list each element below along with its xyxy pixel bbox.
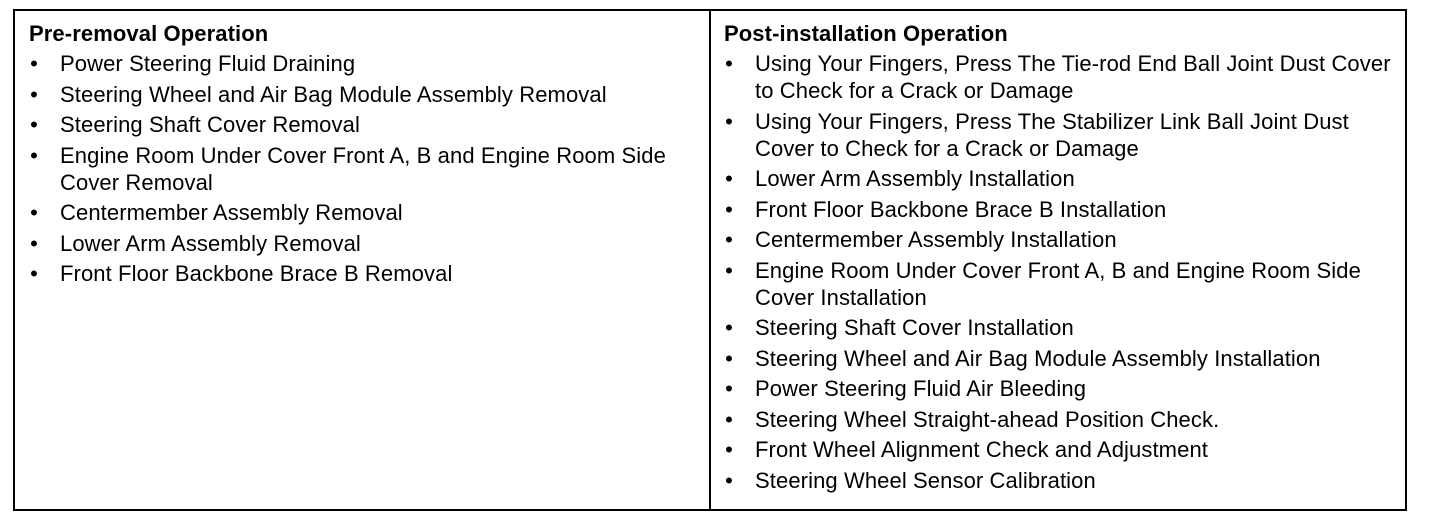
list-item (724, 165, 1397, 192)
bullet-icon: • (725, 467, 733, 493)
bullet-icon: • (725, 406, 733, 432)
list-item (724, 226, 1397, 253)
list-item-text: Front Floor Backbone Brace B Installation (755, 196, 1167, 222)
bullet-icon: • (725, 315, 733, 340)
bullet-icon: • (725, 227, 733, 252)
list-item (29, 199, 701, 226)
bullet-icon: • (30, 142, 38, 168)
bullet-icon: • (725, 166, 733, 191)
list-item (724, 50, 1397, 104)
bullet-icon: • (725, 257, 733, 283)
post-installation-list (724, 50, 1397, 494)
list-item (724, 314, 1397, 341)
pre-removal-heading: Pre-removal Operation (29, 21, 269, 46)
list-item-text: Steering Wheel Straight-ahead Position Check. (755, 406, 1220, 432)
bullet-icon: • (725, 437, 733, 462)
bullet-icon: • (30, 200, 38, 225)
list-item (724, 108, 1397, 162)
list-item-text: Steering Wheel Sensor Calibration (755, 467, 1096, 493)
list-item (724, 436, 1397, 463)
list-item (724, 375, 1397, 402)
list-item (724, 467, 1397, 494)
list-item-text: Front Wheel Alignment Check and Adjustment (755, 437, 1208, 462)
list-item-text: Steering Shaft Cover Removal (60, 112, 360, 137)
bullet-icon: • (30, 51, 38, 76)
post-installation-heading: Post-installation Operation (724, 21, 1008, 46)
list-item-text: Engine Room Under Cover Front A, B and Engine Room Side Cover Installation (755, 257, 1361, 310)
list-item-text: Using Your Fingers, Press The Tie-rod End Ball Joint Dust Cover to Check for a Crack or Damage (755, 51, 1391, 103)
list-item (29, 81, 701, 108)
post-installation-column (711, 11, 1405, 509)
list-item-text: Centermember Assembly Removal (60, 200, 403, 225)
pre-removal-column (15, 11, 711, 509)
list-item (29, 260, 701, 287)
list-item-text: Steering Wheel and Air Bag Module Assembly Installation (755, 345, 1321, 371)
list-item (724, 406, 1397, 433)
list-item (29, 111, 701, 138)
list-item-text: Lower Arm Assembly Installation (755, 166, 1075, 191)
bullet-icon: • (30, 261, 38, 286)
bullet-icon: • (725, 345, 733, 371)
list-item (29, 230, 701, 257)
list-item-text: Engine Room Under Cover Front A, B and Engine Room Side Cover Removal (60, 142, 666, 195)
bullet-icon: • (725, 51, 733, 76)
list-item (29, 142, 701, 196)
list-item-text: Power Steering Fluid Air Bleeding (755, 376, 1087, 401)
list-item (29, 50, 701, 77)
bullet-icon: • (725, 108, 733, 134)
bullet-icon: • (30, 81, 38, 107)
bullet-icon: • (725, 376, 733, 401)
list-item-text: Front Floor Backbone Brace B Removal (60, 261, 453, 286)
list-item-text: Power Steering Fluid Draining (60, 51, 356, 76)
list-item-text: Lower Arm Assembly Removal (60, 230, 361, 256)
operations-table (13, 9, 1407, 511)
list-item (724, 345, 1397, 372)
pre-removal-list (29, 50, 701, 287)
list-item (724, 257, 1397, 311)
list-item-text: Using Your Fingers, Press The Stabilizer Link Ball Joint Dust Cover to Check for a Crack or Damage (755, 108, 1349, 161)
list-item-text: Steering Shaft Cover Installation (755, 315, 1074, 340)
bullet-icon: • (30, 230, 38, 256)
bullet-icon: • (725, 196, 733, 222)
list-item-text: Centermember Assembly Installation (755, 227, 1117, 252)
list-item-text: Steering Wheel and Air Bag Module Assembly Removal (60, 81, 607, 107)
list-item (724, 196, 1397, 223)
bullet-icon: • (30, 112, 38, 137)
